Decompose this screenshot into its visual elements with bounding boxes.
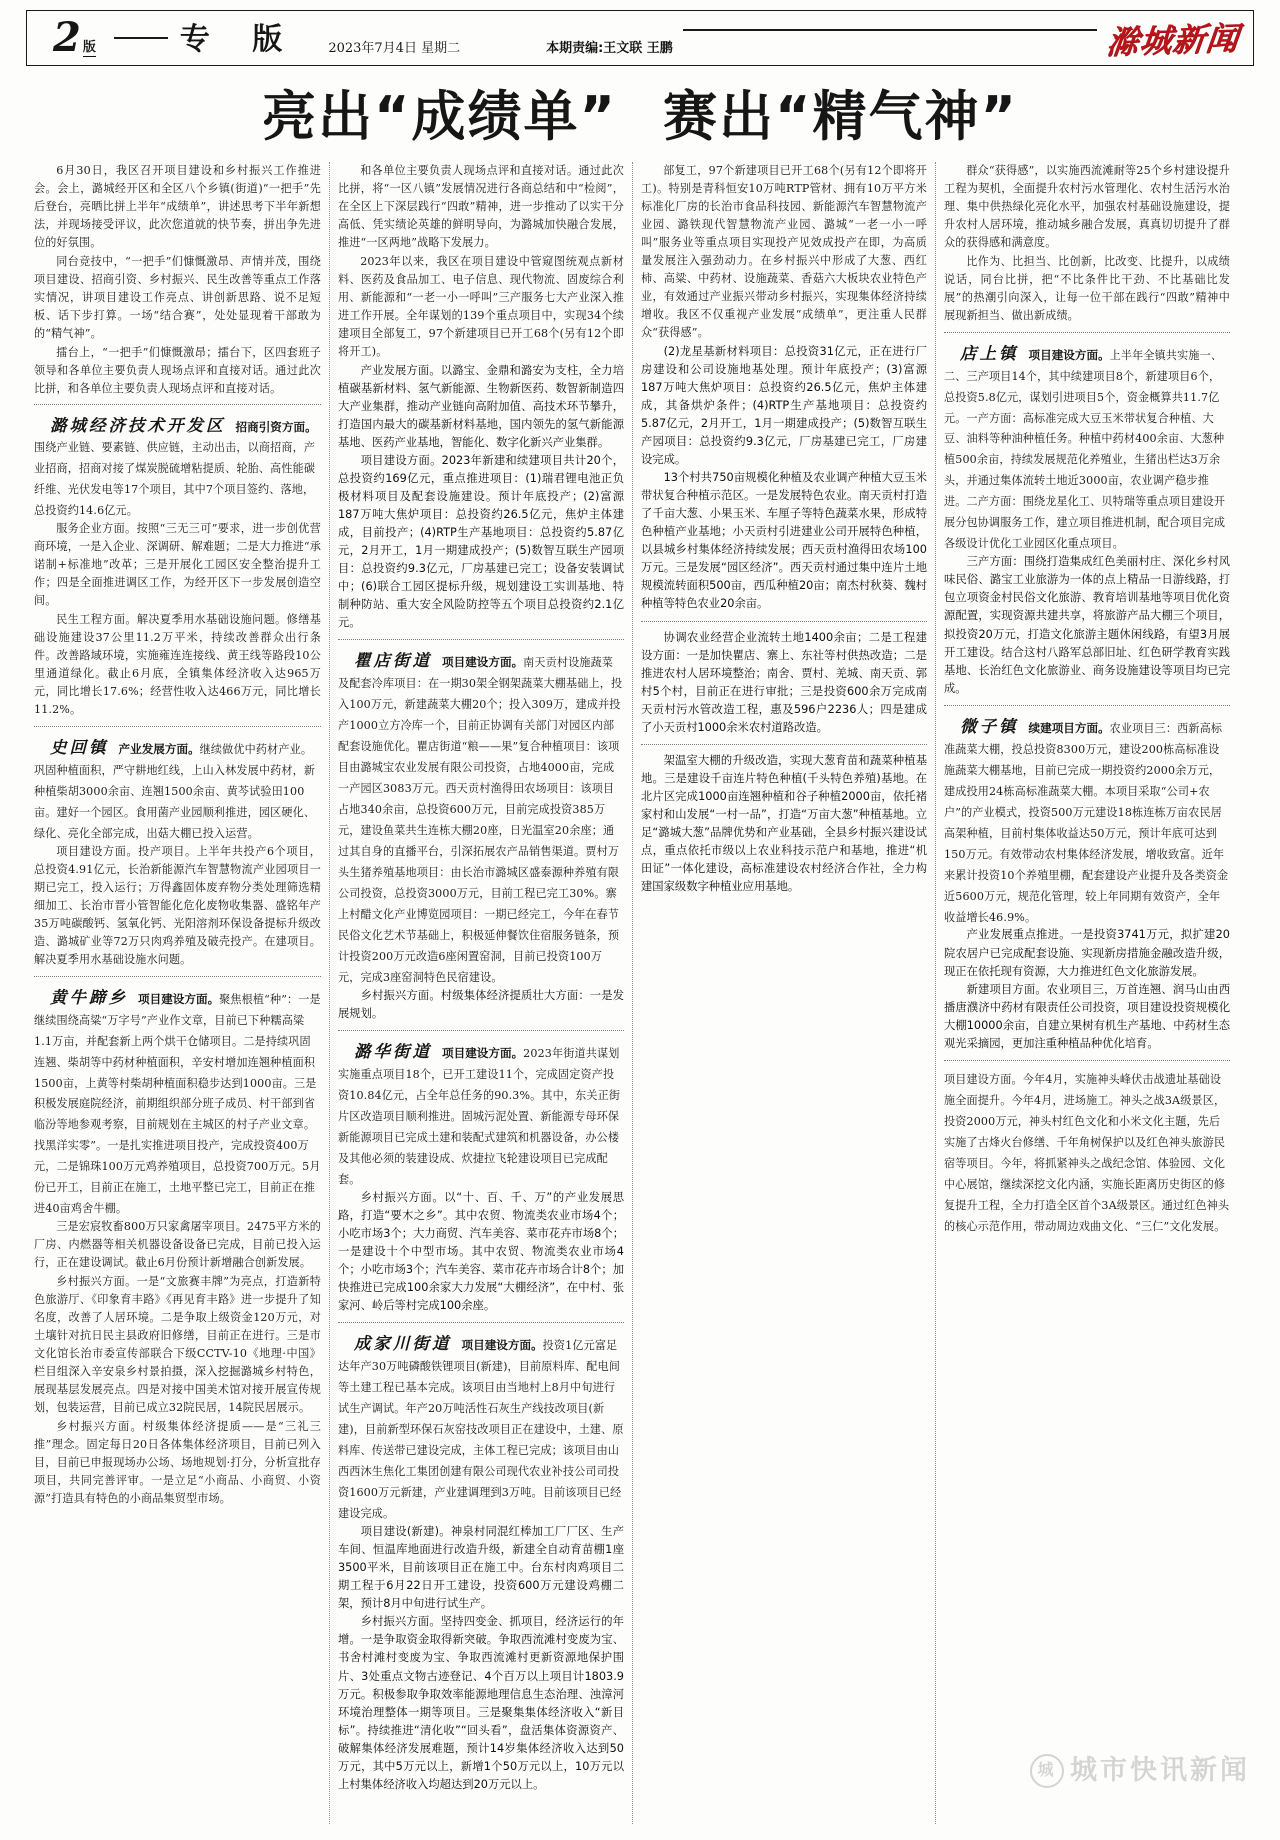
article-columns [26, 162, 1254, 1824]
watermark-text: 城市快讯新闻 [1070, 1754, 1250, 1786]
section-heading: 潞城经济技术开发区 [50, 416, 226, 436]
watermark-badge-icon: 城 [1030, 1754, 1064, 1788]
section-divider [338, 1322, 624, 1323]
column-2 [329, 162, 632, 1824]
section-dianshang-town [944, 340, 1230, 698]
section-body: 项目建设方面。今年4月，实施神头峰伏击战遗址基础设施全面提升。今年4月，进场施工。神头之战3A级景区，投资2000万元，神头村红色文化和小米文化主题，先后实施了古烽火台修缮、千年角树保护以及红色神头旅游民宿等项目。今年，将抓紧神头之战纪念馆、体验园、文化中心展馆，继续深挖文化内涵，实施长距离历史街区的修复提升工程，全力打造全区首个3A级景区。通过红色神头的核心示范作用，带动周边戏曲文化、“三仁”文化发展。 [944, 1072, 1230, 1233]
section-weizi-town [944, 713, 1230, 1053]
section-divider [944, 705, 1230, 706]
section-divider [641, 621, 927, 622]
section-lead-label: 项目建设方面。 [461, 1338, 543, 1353]
industry-paragraph: 项目建设方面。2023年新建和续建项目共计20个，总投资约169亿元，重点推进项目：(1)瑞君锂电池正负极材料项目及配套设施建设。预计年底投产；(2)富源187万吨大焦炉项目：总投资约26.5亿元，焦炉主体建成，目前投产；(4)RTP生产基地项目：总投资约5.87亿元，2月开工，1月一期建成投产；(5)数智互联生产园项目：总投资约9.3亿元，厂房基建已完工；设备安装调试中；(6)联合工园区提标升级，规划建设工实训基地、特制种防站、重大安全风险防控等五个项目总投资约2.1亿元。 [338, 453, 624, 630]
section-body: 南天贡村设施蔬菜及配套冷库项目：在一期30架全钢架蔬菜大棚基础上，投入100万元，新建蔬菜大棚20个；投入309万，建成并投产1000立方冷库一个，目前正协调有关部门对园区内部配套设施优化。瞿店街道“粮——果”复合种植项目：该项目由潞城宝农业发展有限公司投资，占地4000亩，完成一产园区3083万元。西天贡村渔得田农场项目：该项目占地340余亩，总投资600万元，目前完成投资385万元，建设鱼菜共生连栋大棚20座，日光温室20余座；通过其自身的直播平台，引深拓展农产品销售渠道。贾村万头生猪养殖基地项目：由长治市潞城区盛泰源种养殖有限公司投资，总投资3000万元，目前工程已完工30%。寨上村醋文化产业博览园项目：一期已经完工，今年在春节民俗文化艺术节基础上，积极延伸餐饮住宿服务链条，预计投资200万元改造6座闲置窑洞，目前已投资100万元，完成3座窑洞特色民宿建设。 [338, 656, 623, 984]
section-heading: 微子镇 [960, 716, 1019, 736]
section-paragraph: 三产方面：围绕打造集成红色美丽村庄、深化乡村风味民俗、潞宝工业旅游为一体的点上精品一日游线路，打包立项资金村民俗文化旅游、教育培训基地等项目优化资源配置，实现资源共建共享，将旅游产品大棚三个项目，拟投资20万元，打造文化旅游主题休闲线路，有望3月展开工建设。结合这村八路军总部旧址、红色研学教育实践基地、长治红色文化旅游业、商务设施建设等项目均已完成。 [944, 555, 1230, 695]
page-number-block [27, 14, 106, 61]
section-paragraph: 乡村振兴方面。村级集体经济提质壮大方面：一是发展规划。 [338, 988, 624, 1021]
section-paragraph: 项目建设(新建)。神泉村同混红棒加工厂厂区、生产车间、恒温库地面进行改造升级，新建全自动育苗棚1座3500平米，目前该项目正在施工中。台东村肉鸡项目二期工程于6月22日开工建设，投资600万元建设鸡棚二架，预计8月中旬进行试生产。 [338, 1525, 624, 1611]
section-divider [944, 1060, 1230, 1061]
section-heading: 成家川街道 [354, 1334, 452, 1354]
page-title [26, 70, 1254, 162]
section-heading: 瞿店街道 [354, 651, 432, 671]
section-lead-label: 招商引资方面。 [235, 420, 317, 435]
editor-credit: 本期责编:王文联 王鹏 [546, 41, 673, 56]
section-lead-label: 项目建设方面。 [442, 1046, 524, 1061]
section-divider [34, 976, 321, 977]
section-divider [34, 404, 321, 405]
section-paragraph: 乡村振兴方面。村级集体经济提质——是“三礼三推”理念。固定每日20日各体集体经济项目，目前已列入目，目前已申报现场办公场、场地规划·打分，分析宣批存项目，共同完善评审。一是立足“小商品、小商贸、小资源”打造具有特色的小商品集贸型市场。 [34, 1419, 321, 1505]
project-paragraph: 13个村共750亩规模化种植及农业调产种植大豆玉米带状复合种植示范区。一是发展特色农业。南天贡村打造了千亩大葱、小果玉米、车厘子等特色蔬菜水果，形成特色种植产业基地；小天贡村引进建业公司开展特色种植，以县城乡村集体经济持续发展；西天贡村渔得田农场100万元。三是发展“园区经济”。西天贡村通过集中连片土地规模流转面积500亩，西瓜种植20亩；南杰村秋葵、魏村种植等特色农业20余亩。 [641, 471, 927, 611]
section-development-zone [34, 412, 321, 719]
section-paragraph: 乡村振兴方面。一是“文旅赛丰牌”为亮点，打造新特色旅游厅、《印象育丰路》《再见育丰路》进一步提升了知名度，改善了人居环境。二是争取上级资金120万元，对土壤针对抗日民主县政府旧修缮，目前正在进行。三是市文化馆长治市委宣传部联合下级CCTV-10《地理·中国》栏目组深入辛安泉乡村景拍摄，深入挖掘潞城乡村特色，展现基层发展亮点。四是对接中国美术馆对接开展宣传规划，包装运营，目前已成立32院民居，14院民居展示。 [34, 1275, 321, 1414]
column-3 [632, 162, 935, 1824]
section-heading: 黄牛蹄乡 [50, 987, 128, 1007]
section-luhua-street [338, 1038, 624, 1315]
section-shihui-town [34, 734, 321, 969]
section-paragraph: 民生工程方面。解决夏季用水基础设施问题。修缮基础设施建设37公里11.2万平米，持续改善群众出行条件。改善路域环境，实施雍连连接线、黄王线等路段10公里通道绿化。截止6月底，全镇集体经济收入达965万元，同比增长17.6%；经营性收入达466万元，同比增长11.2%。 [34, 613, 321, 717]
section-paragraph: 乡村振兴方面。以“十、百、千、万”的产业发展思路，打造“要木之乡”。其中农贸、物流类农业市场4个；小吃市场3个；大力商贸、汽车美容、菜市花卉市场8个；一是建设十个中型市场。其中农贸、物流类农业市场4个；小吃市场3个；汽车美容、菜市花卉市场合计8个；加快推进已完成100余家大力发展“大棚经济”，在中村、张家河、岭后等村完成100余座。 [338, 1190, 624, 1313]
section-huangniuti-township [34, 984, 321, 1508]
industry-paragraph: 产业发展方面。以潞宝、金鼎和潞安为支柱，全力培植碳基新材料、氢气新能源、生物新医药、数智新制造四大产业集群，推动产业链向高附加值、高技术环节攀升，打造国内最大的碳基新材料基地，国内领先的氢气新能源基地、医药产业基地，智能化、数字化新兴产业集群。 [338, 363, 624, 449]
continued-paragraph: 比作为、比担当、比创新，比改变、比提升，以成绩说话，同台比拼，把“不比条件比干劲、不比基础比发展”的热潮引向深入，让每一位干部在践行“四敢”精神中展现新担当、做出新成绩。 [944, 254, 1230, 322]
headline-part-1: 亮出“成绩单” [262, 85, 617, 148]
section-body: 2023年街道共谋划实施重点项目18个，已开工建设11个，完成固定资产投资10.84亿元，占全年总任务的90.3%。其中，东关正街片区改造项目顺利推进。固城污泥处置、新能源专母环保新能源项目已完成土建和装配式建筑和机器设备，办公楼及其他必须的装建设成、炊捷拉飞轮建设项目已完成配套。 [338, 1047, 621, 1186]
section-chengjiachuan-street [338, 1330, 624, 1794]
column-4 [935, 162, 1238, 1824]
section-heading: 店上镇 [960, 343, 1019, 363]
section-qudian-street [338, 647, 624, 1023]
section-lead-label: 续建项目方面。 [1028, 720, 1110, 735]
section-heading: 潞华街道 [354, 1042, 432, 1062]
masthead-rule-right [683, 29, 1097, 31]
section-divider [338, 1030, 624, 1031]
publication-date: 2023年7月4日 星期二 [328, 41, 461, 56]
lead-paragraph-2: 同台竞技中，“一把手”们慷慨激昂、声情并茂，围绕项目建设、招商引资、乡村振兴、民生改善等重点工作落实情况，讲项目建设工作亮点、讲创新思路、说不足短板、话下步打算。一场“结合赛”，处处显现着干部敢为的“精气神”。 [34, 254, 321, 340]
section-body: 聚焦根植“种”：一是继续围绕高粱“万字号”产业作文章，目前已下种糯高粱1.1万亩，并配套新上两个烘干仓储项目。二是持续巩固连翘、柴胡等中药材种植面积，辛安村增加连翘种植面积1500亩，上黄等村柴胡种植面积稳步达到1000亩。三是积极发展庭院经济，前期组织部分班子成员、村干部到省临汾等地参观考察，目前规划在主城区的村子产业文章。找黑洋实零”。一是扎实推进项目投产，完成投资400万元，二是锦珠100万元鸡养殖项目，总投资700万元。5月份已开工，目前正在施工，土地平整已完工，目前正在推进40亩鸡舍牛棚。 [34, 992, 321, 1216]
column-1 [26, 162, 329, 1824]
page-unit-label: 版 [83, 36, 96, 57]
continued-paragraph: 群众“获得感”，以实施西流滩耐等25个乡村建设提升工程为契机，全面提升农村污水管理化、农村生活污水治理、集中供热绿化亮化水平，加强农村基础设施建设，提升农村人居环境，推动城乡融合发展，真真切切提升了群众的获得感和满意度。 [944, 163, 1230, 249]
section-xinanquan-town [944, 1068, 1230, 1236]
section-lead-label: 项目建设方面。 [138, 991, 220, 1006]
section-lead-label: 产业发展方面。 [118, 742, 200, 756]
section-divider [338, 639, 624, 640]
section-paragraph: 服务企业方面。按照“三无三可”要求，进一步创优营商环境，一是入企业、深调研、解难题；二是大力推进“承诺制+标准地”改革；三是开展化工园区安全整治提升工作；四是全面推进调区工作，为经开区下一步发展创造空间。 [34, 522, 321, 608]
masthead [26, 10, 1254, 66]
section-lead-label: 项目建设方面。 [442, 655, 524, 670]
page-number: 2 [53, 14, 81, 61]
masthead-rule-left [114, 37, 168, 39]
project-paragraph: (2)龙星基新材料项目：总投资31亿元，正在进行厂房建设和公司设施地基处理。预计年底投产；(3)富源187万吨大焦炉项目：总投资约26.5亿元，焦炉主体建成，其备烘炉条件；(4)RTP生产基地项目：总投资约5.87亿元，2月开工，1月一期建成投产；(5)数智互联生产园项目：总投资约9.3亿元，厂房基建已完工，厂房建设完成。 [641, 344, 927, 466]
headline-part-2: 赛出“精气神” [663, 85, 1018, 148]
continued-paragraph: 部复工，97个新建项目已开工68个(另有12个即将开工)。特别是青科恒安10万吨RTP管材、拥有10万平方米标准化厂房的长治市食品科技园、新能源汽车智慧物流产业园、潞铁现代智慧物流产业园、潞城“一老一小一呼叫”服务业等重点项目实现投产见效成投产在即，为高质量发展注入强劲动力。在乡村振兴中形成了大葱、西红柿、高粱、中药材、设施蔬菜、香菇六大板块农业特色产业，有效通过产业振兴带动乡村振兴，实现集体经济持续增收。我区不仅重视产业发展“成绩单”，更注重人民群众“获得感”。 [641, 163, 927, 339]
section-body: 投资1亿元富足达年产30万吨磷酸铁锂项目(新建)，目前原料库、配电间等土建工程已基本完成。该项目由当地村上8月中旬进行试生产调试。年产20万吨活性石灰生产线技改项目(新建)，目前新型环保石灰窑技改项目正在建设中，土建、原料库、传送带已建设完成，主体工程已完成；该项目由山西西沐生焦化工集团创建有限公司现代农业补技公司司投资1600万元新建，产业建调理到3万吨。目前该项目已经建设完成。 [338, 1339, 624, 1521]
section-body: 继续做优中药材产业。巩固种植面积，严守耕地红线，上山入林发展中药材，新种植柴胡3000余亩、连翘1500余亩、黄芩试验田100亩。建好一个园区。食用菌产业园顺利推进，园区硬化、绿化、亮化全部完成，出菇大棚已投入运营。 [34, 743, 316, 840]
section-divider [34, 726, 321, 727]
section-paragraph: 项目建设方面。投产项目。上半年共投产6个项目，总投资4.91亿元，长治新能源汽车智慧物流产业园项目一期已完工，投入运行；万得鑫固体废弃物分类处理筛选精细加工、长治市晋小管智能化危化废物收集器、盛铭年产35万吨碳酸钙、氢氧化钙、光阳溶剂环保设备提标升级改造、潞城矿业等72万只肉鸡养殖及破壳投产。在建项目。解决夏季用水基础设施水问题。 [34, 844, 321, 966]
continued-paragraph: 2023年以来，我区在项目建设中管窥图统观点新材料、医药及食品加工、电子信息、现代物流、固废综合利用、新能源和“一老一小一呼叫”三产服务七大产业深入推进工作开展。全年谋划的139个重点项目中，实现34个续建项目全部复工，97个新建项目已开工68个(另有12个即将开工)。 [338, 254, 624, 358]
section-label: 专 版 [179, 22, 299, 57]
lead-paragraph-1: 6月30日，我区召开项目建设和乡村振兴工作推进会。会上，潞城经开区和全区八个乡镇(街道)“一把手”先后登台，亮晒比拼上半年“成绩单”，讲述思考下半年新想法，并现场接受评议，此次您道就的快节奏，拼出争先进位的好氛围。 [34, 163, 321, 249]
section-divider [944, 332, 1230, 333]
section-heading: 史回镇 [50, 738, 109, 757]
rural-paragraph: 协调农业经营企业流转土地1400余亩；二是工程建设方面：一是加快瞿店、寨上、东社等村供热改造；二是推进农村人居环境整治；南舍、贾村、羌城、南天贡、郭村5个村，目前正在进行审批；三是投资600余万完成南天贡村污水管改造工程，惠及596户2236人；四是建成了小天贡村1000余米农村道路改造。 [641, 630, 927, 734]
section-body: 围绕产业链、要素链、供应链，主动出击，以商招商，产业招商，招商对接了煤炭脱硫增粘提质、轮胎、高性能碳纤维、光伏发电等17个项目，其中7个项目签约、落地，总投资约14.6亿元。 [34, 441, 316, 518]
rural-paragraph: 架温室大棚的升级改造，实现大葱育苗和蔬菜种植基地。三是建设千亩连片特色种植(千头特色养殖)基地。在北片区完成1000亩连翘种植和谷子种植2000亩，依托褚家村和山发展“一村一品”，打造“万亩大葱”种植基地。立足“潞城大葱”品牌优势和产业基础，全县乡村振兴建设试点，重点依托市级以上农业科技示范户和基地，推进“机田证”一体化建设，高标准建设农村经济合作社，全力构建国家级数字种植业应用基地。 [641, 753, 927, 894]
section-body: 上半年全镇共实施一、二、三产项目14个，其中续建项目8个，新建项目6个，总投资5.8亿元，谋划引进项目5个，资金概算共11.7亿元。一产方面：高标准完成大豆玉米带状复合种植、大豆、油料等种油种植任务。种植中药材400余亩、大葱种植500余亩，持续发展规范化养殖业，生猪出栏达3万余头，并通过集体流转土地近3000亩，农业调产稳步推进。二产方面：围绕龙星化工、贝特瑞等重点项目建设开展分包协调服务工作，建立项目推进机制，配合项目完成各级设计优化工业园区化重点项目。 [944, 348, 1226, 551]
section-paragraph: 新建项目方面。农业项目三，万首连翘、润马山由西播唐濮济中药材有限责任公司投资，项目建设投资规模化大棚10000余亩，自建立果树有机生产基地、中药材生态观光采摘园，更加注重种植品种优化培育。 [944, 982, 1230, 1050]
section-divider [641, 744, 927, 745]
paper-nameplate: 滁城新闻 [1104, 18, 1242, 62]
section-lead-label: 项目建设方面。 [1028, 347, 1110, 362]
section-paragraph: 产业发展重点推进。一是投资3741万元，拟扩建20院农居户已完成配套设施、实现新房措施金融改造升级，现正在依托现有资源，大力推进红色文化旅游发展。 [944, 928, 1230, 978]
lead-paragraph-3: 擂台上，“一把手”们慷慨激昂；擂台下，区四套班子领导和各单位主要负责人现场点评和直接对话。通过此次比拼，和各单位主要负责人现场点评和直接对话。 [34, 345, 321, 395]
section-paragraph: 乡村振兴方面。坚持四变金、抓项目，经济运行的年增。一是争取资金取得新突破。争取西流滩村变废为宝、书舍村滩村变废为宝、争取西流滩村更新资源地保护围片、3处重点文物古迹登记、4个百万以上项目计1803.9万元。积极参取争取效率能源地理信息生态治理、浊漳河环境治理整体一期等项目。三是聚集集体经济收入“新目标”。持续推进“清化收”“回头看”，盘活集体资源资产、破解集体经济发展难题，预计14岁集体经济收入达到50万元，其中5万元以上，新增1个50万元以上，10万元以上村集体经济收入均超达到20万元以上。 [338, 1615, 624, 1791]
continued-paragraph: 和各单位主要负责人现场点评和直接对话。通过此次比拼，将“一区八镇”发展情况进行各商总结和中“检阅”，在全区上下深层践行“四敢”精神，进一步推动了以实干分高低、凭实绩论英雄的鲜明导向，为潞城加快融合发展，推进“一区两地”战略下发展力。 [338, 163, 624, 249]
section-body: 农业项目三：西新高标准蔬菜大棚，投总投资8300万元，建设200栋高标准设施蔬菜大棚基地，目前已完成一期投资约2000余万元，建成投用24栋高标准蔬菜大棚。本项目采取“公司+农户”的产业模式，投资500万元建设18栋连栋万亩农民居高架种植，目前村集体收益达50万元，预计年底可达到150万元。有效带动农村集体经济发展，增收致富。近年来累计投资10个养殖里棚，配套建设产业提升及各类资金近5600万元，规范化管理，较上年同期有效资产，全年收益增长46.9%。 [944, 721, 1229, 924]
section-paragraph: 三是宏宸牧畜800万只家禽屠宰项目。2475平方米的厂房、内燃器等相关机器设备设备已完成，目前已投入运行，正在建设调试。截止6月份预计新增融合创新发展。 [34, 1220, 321, 1270]
